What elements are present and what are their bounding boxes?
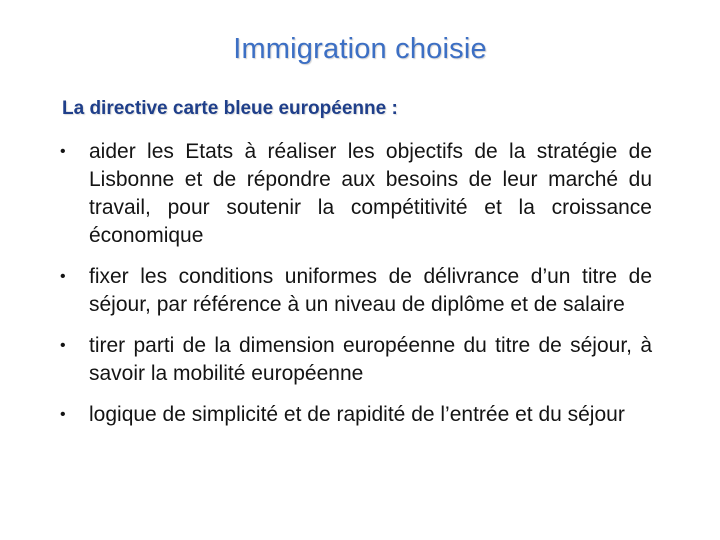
bullet-icon: • [60,406,66,423]
bullet-text: logique de simplicité et de rapidité de l’entrée et du séjour [89,403,625,426]
bullet-item [60,263,652,319]
slide-subtitle: La directive carte bleue européenne : [62,98,398,119]
bullet-item [60,401,652,429]
slide-title: Immigration choisie [233,33,487,65]
bullet-text: fixer les conditions uniformes de délivrance d’un titre de séjour, par référence à un niveau de diplôme et de salaire [89,265,652,316]
bullet-icon: • [60,337,66,354]
bullet-item [60,138,652,250]
bullet-text: tirer parti de la dimension européenne du titre de séjour, à savoir la mobilité européenne [89,334,652,385]
bullet-icon: • [60,143,66,160]
bullet-icon: • [60,268,66,285]
bullet-item [60,332,652,388]
bullet-text: aider les Etats à réaliser les objectifs de la stratégie de Lisbonne et de répondre aux besoins de leur marché du travail, pour soutenir la compétitivité et la croissance économique [89,140,652,247]
bullet-list [60,138,652,429]
